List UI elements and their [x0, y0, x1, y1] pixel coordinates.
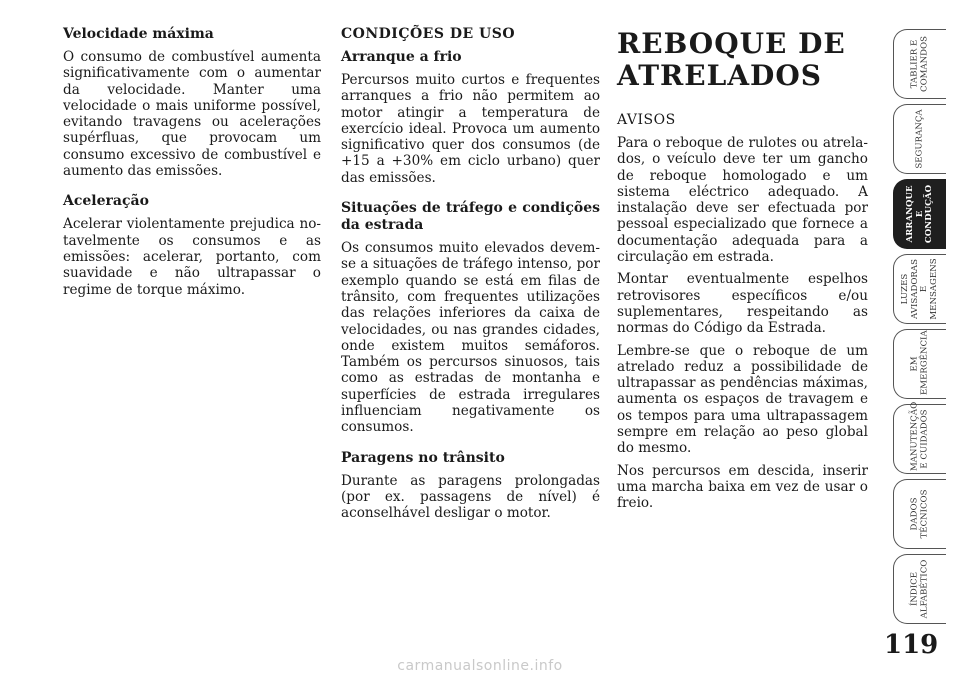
- paragraph-cold-start: Percursos muito curtos e frequentes arranques a frio não permitem ao motor atingir a temperatura de exercício ideal. Provoca um aumento significativo quer dos consumos (de +15 a +30% em ciclo urbano) quer das emissões.: [341, 72, 600, 186]
- tab-indice-alfabetico[interactable]: [893, 554, 946, 624]
- chapter-title-line-1: REBOQUE DE: [617, 27, 846, 60]
- tab-seguranca[interactable]: [893, 104, 946, 174]
- tab-dados-tecnicos[interactable]: [893, 479, 946, 549]
- tab-label: MANUTENÇÃO E CUIDADOS: [909, 401, 929, 471]
- section-title-warnings: AVISOS: [617, 112, 676, 128]
- paragraph-towing-hitch: Para o reboque de rulotes ou atrelados, o veículo deve ter um gancho de reboque homologado e um sistema eléctrico adequado. A instalação deve ser efectuada por pessoal especializado que fornece a documentação adequada para a circulação em estrada.: [617, 135, 868, 266]
- tab-manutencao-cuidados[interactable]: [893, 401, 946, 474]
- tab-label: LUZES AVISADORAS E MENSAGENS: [900, 258, 939, 320]
- tab-emergencia[interactable]: [893, 329, 946, 399]
- tab-luzes-avisadoras[interactable]: [893, 254, 946, 324]
- paragraph-traffic-road: Os consumos muito elevados devem-se a situações de tráfego intenso, por exemplo quando se está em filas de trânsito, com frequentes utilizações das relações inferiores da caixa de velocidades, ou nas grandes cidades, onde existem muitos semáforos. Também os percursos sinuosos, tais como as estradas de montanha e superfícies de estrada irregulares influenciam negativamente os consumos.: [341, 240, 600, 436]
- heading-max-speed: Velocidade máxima: [63, 26, 214, 42]
- heading-acceleration: Aceleração: [63, 193, 149, 210]
- tab-label: DADOS TÉCNICOS: [909, 489, 929, 539]
- heading-cold-start: Arranque a frio: [341, 49, 462, 65]
- chapter-title: [617, 28, 868, 92]
- text-column-2: [341, 26, 600, 528]
- page-number: 119: [884, 630, 939, 660]
- tab-arranque-conducao[interactable]: [893, 179, 946, 249]
- paragraph-traffic-stops: Durante as paragens prolongadas (por ex. passagens de nível) é aconselhável desligar o motor.: [341, 472, 600, 522]
- tab-tablier-comandos[interactable]: [893, 29, 946, 99]
- paragraph-mirrors: Montar eventualmente espelhos retrovisores específicos e/ou suplementares, respeitando as normas do Código da Estrada.: [617, 271, 868, 337]
- text-column-3: [617, 26, 868, 518]
- paragraph-towing-limits: Lembre-se que o reboque de um atrelado reduz a possibilidade de ultrapassar as pendências máximas, aumenta os espaços de travagem e os tempos para uma ultrapassagem sempre em relação ao peso global do mesmo.: [617, 342, 868, 457]
- tab-label: EM EMERGÊNCIA: [909, 330, 929, 395]
- paragraph-descent: Nos percursos em descida, inserir uma marcha baixa em vez de usar o freio.: [617, 462, 868, 512]
- heading-traffic-stops: Paragens no trânsito: [341, 449, 505, 466]
- text-column-1: [63, 26, 321, 304]
- section-title-usage-conditions: CONDIÇÕES DE USO: [341, 26, 516, 42]
- paragraph-max-speed: O consumo de combustível aumenta significativamente com o aumentar da velocidade. Manter uma velocidade o mais uniforme possível, evitando travagens ou acelerações supérfluas, que provocam um consumo excessivo de combustível e aumento das emissões.: [63, 49, 321, 180]
- heading-traffic-road: Situações de tráfego e condições da estrada: [341, 200, 600, 234]
- watermark: carmanualsonline.info: [397, 658, 563, 674]
- tab-label: SEGURANÇA: [914, 109, 925, 169]
- tab-label: ÍNDICE ALFABÉTICO: [909, 559, 929, 619]
- tab-label: TABLIER E COMANDOS: [909, 36, 929, 92]
- chapter-title-line-2: ATRELADOS: [617, 59, 822, 92]
- paragraph-acceleration: Acelerar violentamente prejudica notavelmente os consumos e as emissões: acelerar, portanto, com suavidade e não ultrapassar o regime de torque máximo.: [63, 216, 321, 298]
- tab-label: ARRANQUE E CONDUÇÃO: [904, 184, 934, 244]
